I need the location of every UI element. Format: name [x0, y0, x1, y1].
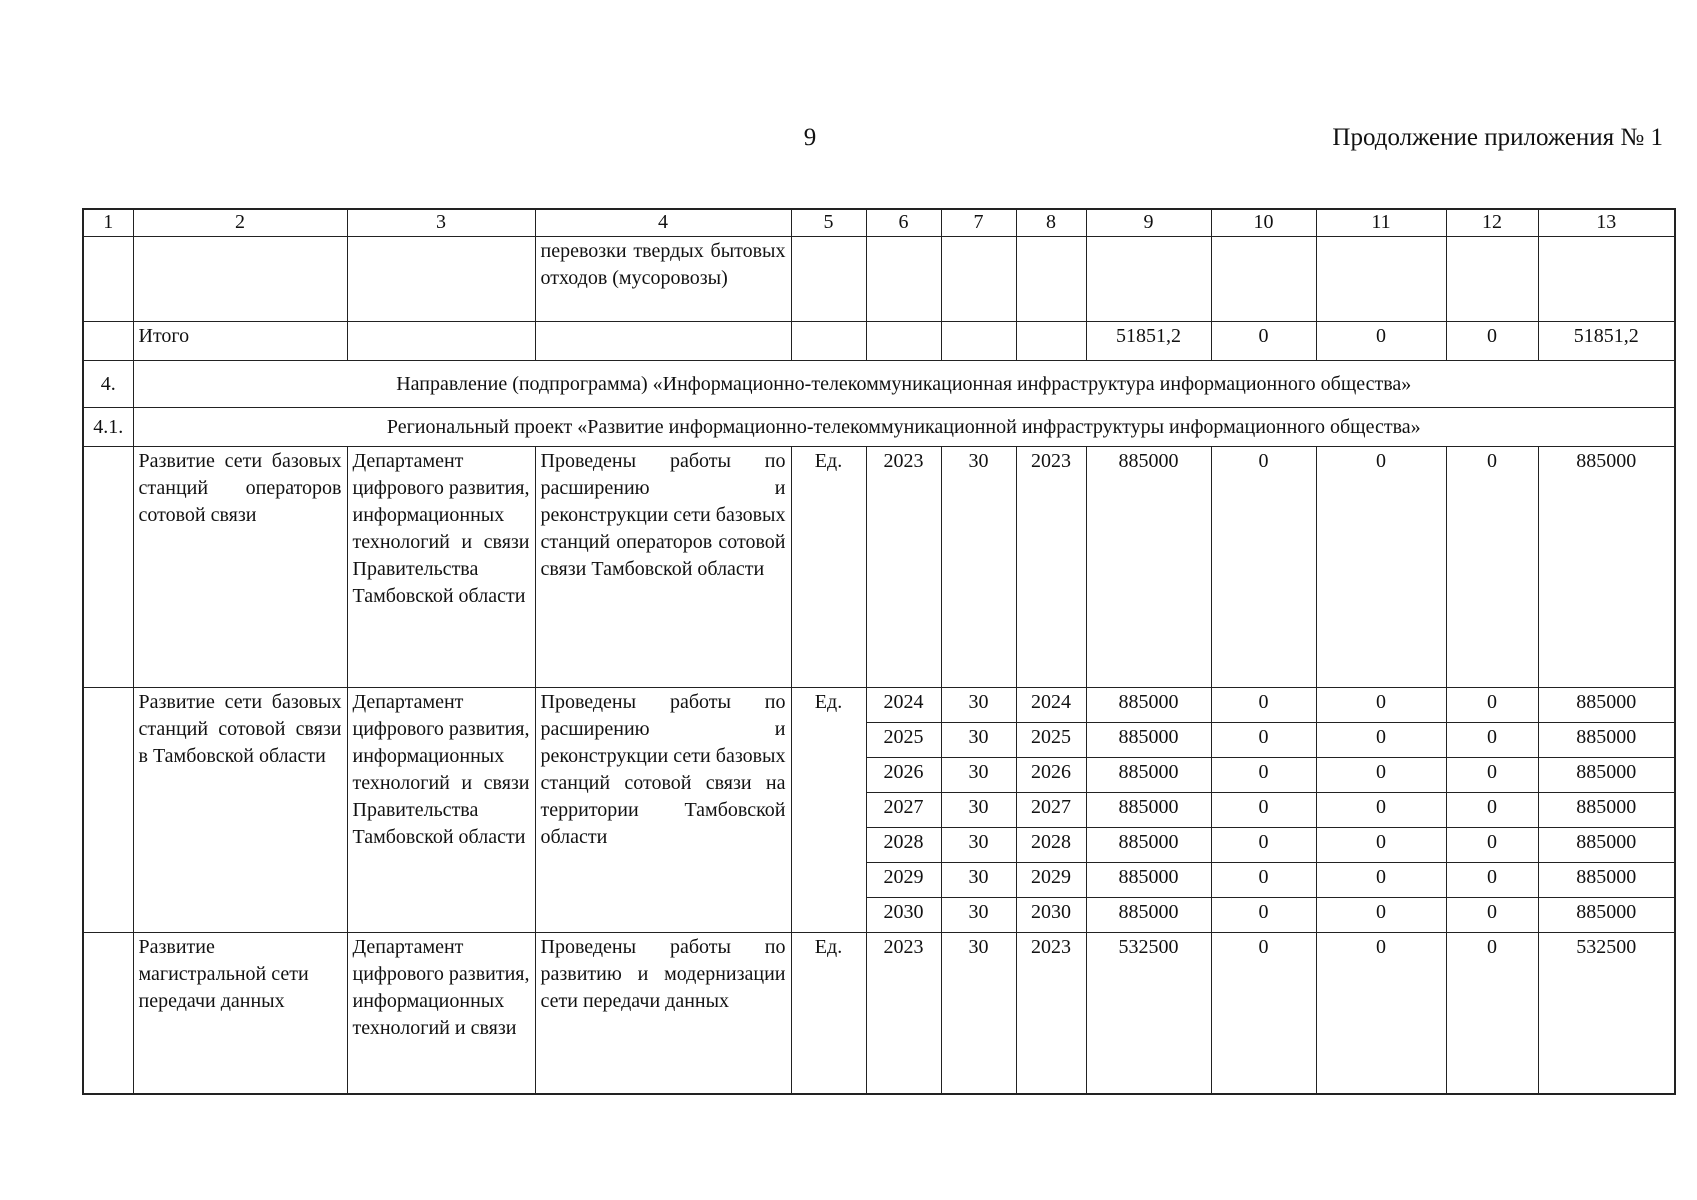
amount: 0 — [1446, 793, 1538, 828]
value: 30 — [941, 828, 1016, 863]
year: 2023 — [866, 933, 941, 1095]
result-cell: перевозки твердых бытовых отходов (мусоровозы) — [535, 237, 791, 322]
amount: 0 — [1316, 828, 1446, 863]
total-value: 0 — [1211, 322, 1316, 361]
section-title: Направление (подпрограмма) «Информационно-телекоммуникационная инфраструктура информационного общества» — [133, 361, 1675, 408]
amount: 0 — [1211, 723, 1316, 758]
value: 30 — [941, 723, 1016, 758]
section-number: 4. — [83, 361, 133, 408]
result-cell: Проведены работы по расширению и реконструкции сети базовых станций операторов сотовой связи Тамбовской области — [535, 447, 791, 688]
value: 30 — [941, 863, 1016, 898]
year: 2023 — [1016, 447, 1086, 688]
unit: Ед. — [791, 933, 866, 1095]
amount: 0 — [1211, 863, 1316, 898]
col-header: 2 — [133, 209, 347, 237]
year: 2023 — [1016, 933, 1086, 1095]
year: 2029 — [1016, 863, 1086, 898]
year: 2026 — [866, 758, 941, 793]
event-name: Развитие сети базовых станций операторов сотовой связи — [133, 447, 347, 688]
col-header: 7 — [941, 209, 1016, 237]
amount: 0 — [1446, 447, 1538, 688]
amount: 885000 — [1086, 793, 1211, 828]
total-value: 51851,2 — [1538, 322, 1675, 361]
executor: Департамент цифрового развития, информационных технологий и связи — [347, 933, 535, 1095]
event-name: Развитие магистральной сети передачи данных — [133, 933, 347, 1095]
amount: 885000 — [1538, 447, 1675, 688]
unit: Ед. — [791, 447, 866, 688]
column-number-row — [83, 209, 1675, 237]
table-row — [83, 933, 1675, 1095]
col-header: 6 — [866, 209, 941, 237]
table-row — [83, 447, 1675, 688]
section-row — [83, 361, 1675, 408]
amount: 885000 — [1086, 863, 1211, 898]
total-value: 0 — [1446, 322, 1538, 361]
col-header: 4 — [535, 209, 791, 237]
col-header: 8 — [1016, 209, 1086, 237]
event-name: Развитие сети базовых станций сотовой связи в Тамбовской области — [133, 688, 347, 933]
year: 2028 — [866, 828, 941, 863]
amount: 0 — [1316, 933, 1446, 1095]
page-number: 9 — [803, 124, 817, 151]
year: 2023 — [866, 447, 941, 688]
amount: 885000 — [1538, 688, 1675, 723]
year: 2025 — [1016, 723, 1086, 758]
amount: 885000 — [1086, 898, 1211, 933]
year: 2026 — [1016, 758, 1086, 793]
amount: 885000 — [1538, 723, 1675, 758]
amount: 885000 — [1086, 688, 1211, 723]
amount: 885000 — [1086, 447, 1211, 688]
program-table — [82, 208, 1676, 1095]
subsection-row — [83, 408, 1675, 447]
amount: 0 — [1446, 723, 1538, 758]
table-row-continuation — [83, 237, 1675, 322]
year: 2027 — [1016, 793, 1086, 828]
amount: 885000 — [1538, 898, 1675, 933]
amount: 532500 — [1086, 933, 1211, 1095]
col-header: 9 — [1086, 209, 1211, 237]
amount: 0 — [1211, 898, 1316, 933]
year: 2028 — [1016, 828, 1086, 863]
year: 2027 — [866, 793, 941, 828]
col-header: 11 — [1316, 209, 1446, 237]
amount: 0 — [1316, 688, 1446, 723]
amount: 0 — [1446, 688, 1538, 723]
total-value: 51851,2 — [1086, 322, 1211, 361]
amount: 0 — [1316, 758, 1446, 793]
amount: 0 — [1446, 828, 1538, 863]
amount: 885000 — [1086, 828, 1211, 863]
year: 2030 — [866, 898, 941, 933]
year: 2024 — [1016, 688, 1086, 723]
appendix-title: Продолжение приложения № 1 — [1332, 124, 1663, 151]
amount: 0 — [1211, 688, 1316, 723]
amount: 0 — [1316, 447, 1446, 688]
executor: Департамент цифрового развития, информационных технологий и связи Правительства Тамбовской области — [347, 447, 535, 688]
total-value: 0 — [1316, 322, 1446, 361]
amount: 0 — [1211, 933, 1316, 1095]
value: 30 — [941, 793, 1016, 828]
result-cell: Проведены работы по развитию и модернизации сети передачи данных — [535, 933, 791, 1095]
executor: Департамент цифрового развития, информационных технологий и связи Правительства Тамбовской области — [347, 688, 535, 933]
amount: 0 — [1316, 898, 1446, 933]
value: 30 — [941, 898, 1016, 933]
amount: 885000 — [1538, 828, 1675, 863]
table-row — [83, 688, 1675, 723]
subsection-number: 4.1. — [83, 408, 133, 447]
year: 2025 — [866, 723, 941, 758]
amount: 0 — [1446, 898, 1538, 933]
amount: 885000 — [1538, 863, 1675, 898]
year: 2024 — [866, 688, 941, 723]
value: 30 — [941, 688, 1016, 723]
col-header: 3 — [347, 209, 535, 237]
result-cell: Проведены работы по расширению и реконструкции сети базовых станций сотовой связи на территории Тамбовской области — [535, 688, 791, 933]
amount: 0 — [1446, 933, 1538, 1095]
amount: 0 — [1211, 793, 1316, 828]
amount: 532500 — [1538, 933, 1675, 1095]
year: 2029 — [866, 863, 941, 898]
subsection-title: Региональный проект «Развитие информационно-телекоммуникационной инфраструктуры информационного общества» — [133, 408, 1675, 447]
amount: 0 — [1446, 758, 1538, 793]
col-header: 12 — [1446, 209, 1538, 237]
amount: 0 — [1316, 793, 1446, 828]
col-header: 1 — [83, 209, 133, 237]
total-label: Итого — [133, 322, 347, 361]
col-header: 5 — [791, 209, 866, 237]
amount: 885000 — [1086, 723, 1211, 758]
value: 30 — [941, 933, 1016, 1095]
amount: 885000 — [1538, 758, 1675, 793]
amount: 885000 — [1538, 793, 1675, 828]
amount: 0 — [1316, 863, 1446, 898]
amount: 0 — [1211, 828, 1316, 863]
col-header: 13 — [1538, 209, 1675, 237]
value: 30 — [941, 447, 1016, 688]
col-header: 10 — [1211, 209, 1316, 237]
table-row-total — [83, 322, 1675, 361]
amount: 885000 — [1086, 758, 1211, 793]
unit: Ед. — [791, 688, 866, 933]
value: 30 — [941, 758, 1016, 793]
amount: 0 — [1211, 758, 1316, 793]
amount: 0 — [1446, 863, 1538, 898]
amount: 0 — [1316, 723, 1446, 758]
amount: 0 — [1211, 447, 1316, 688]
year: 2030 — [1016, 898, 1086, 933]
